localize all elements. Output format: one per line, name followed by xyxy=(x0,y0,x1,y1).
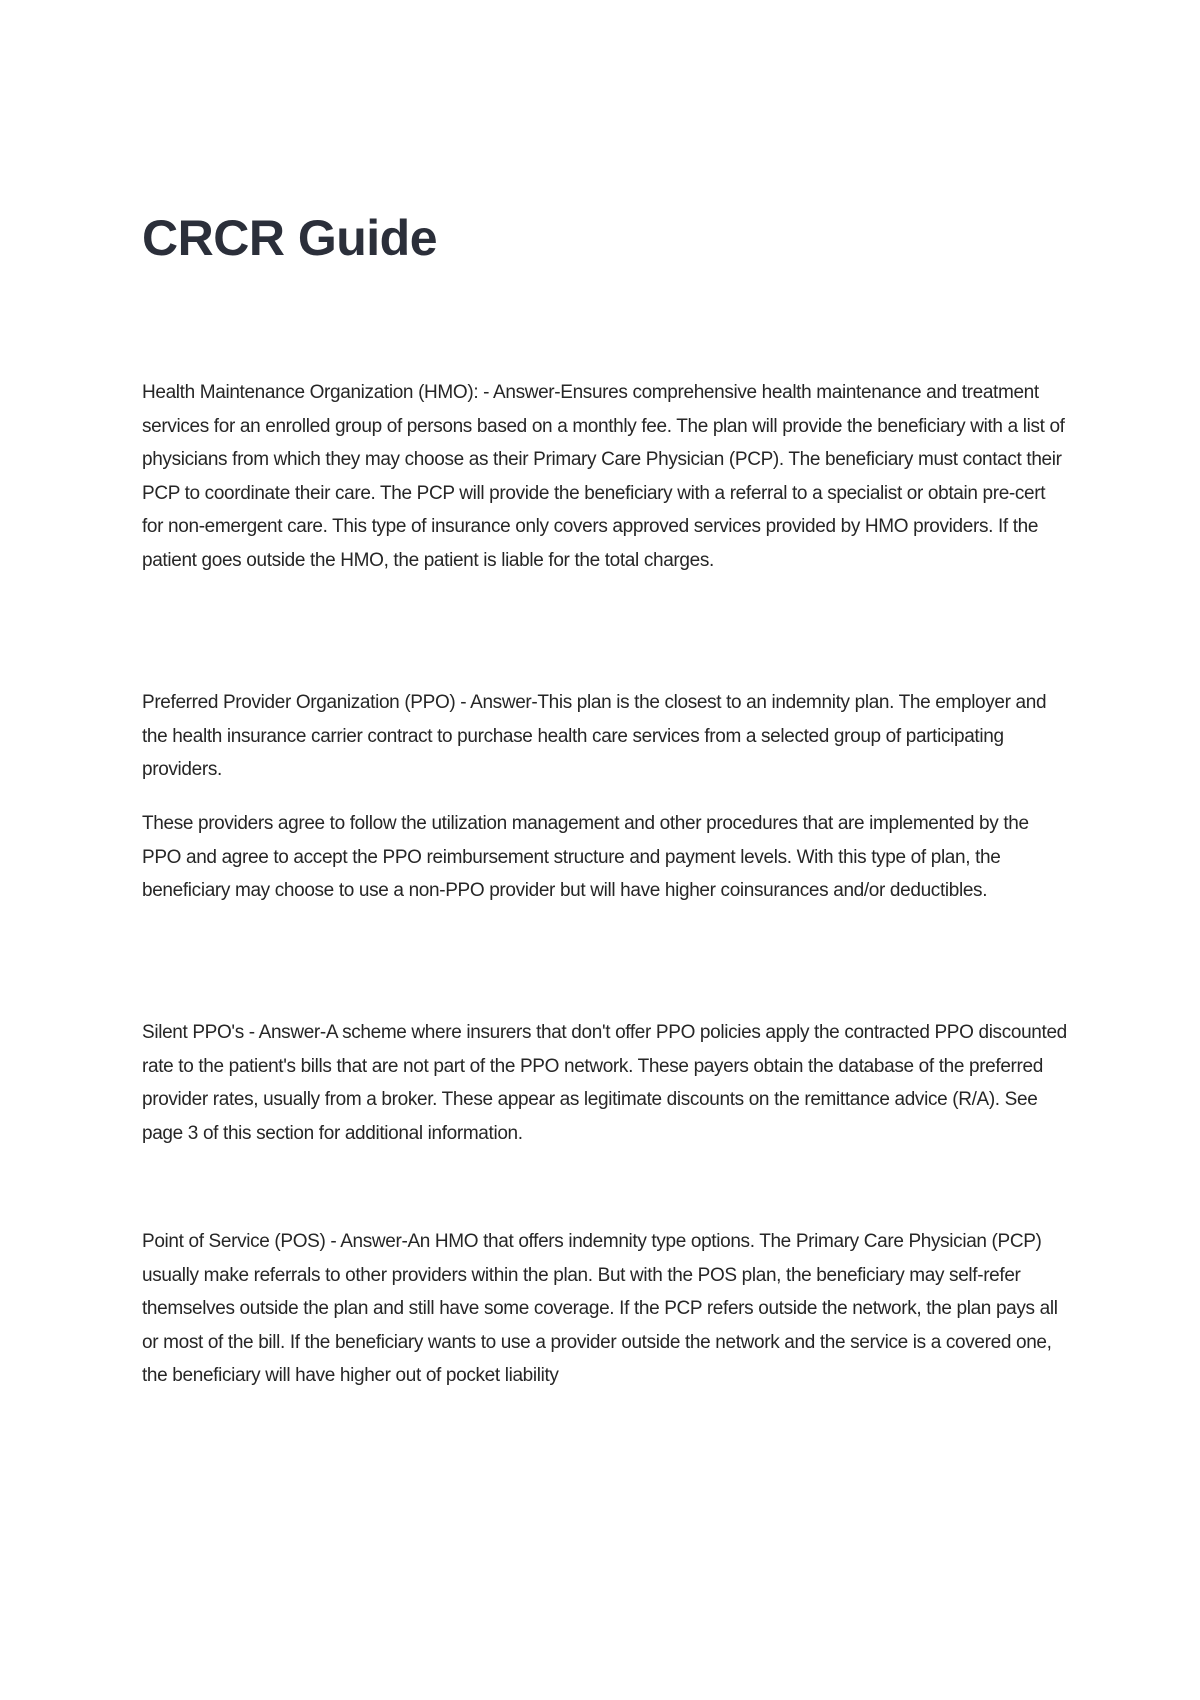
paragraph-silent-ppo: Silent PPO's - Answer-A scheme where insurers that don't offer PPO policies apply the contracted PPO discounted rate to the patient's bills that are not part of the PPO network. These payers obtain the database of the preferred provider rates, usually from a broker. These appear as legitimate discounts on the remittance advice (R/A). See page 3 of this section for additional information. xyxy=(142,1022,1067,1144)
paragraph-pos: Point of Service (POS) - Answer-An HMO that offers indemnity type options. The Primary Care Physician (PCP) usually make referrals to other providers within the plan. But with the POS plan, the beneficiary may self-refer themselves outside the plan and still have some coverage. If the PCP refers outside the network, the plan pays all or most of the bill. If the beneficiary wants to use a provider outside the network and the service is a covered one, the beneficiary will have higher out of pocket liability xyxy=(142,1231,1058,1386)
paragraph-hmo: Health Maintenance Organization (HMO): - Answer-Ensures comprehensive health maintenance and treatment services for an enrolled group of persons based on a monthly fee. The plan will provide the beneficiary with a list of physicians from which they may choose as their Primary Care Physician (PCP). The beneficiary must contact their PCP to coordinate their care. The PCP will provide the beneficiary with a referral to a specialist or obtain pre-cert for non-emergent care. This type of insurance only covers approved services provided by HMO providers. If the patient goes outside the HMO, the patient is liable for the total charges. xyxy=(142,382,1065,571)
document-title: CRCR Guide xyxy=(142,210,437,266)
paragraph-ppo-definition: Preferred Provider Organization (PPO) - Answer-This plan is the closest to an indemnity plan. The employer and the health insurance carrier contract to purchase health care services from a selected group of participating providers. xyxy=(142,692,1047,780)
paragraph-ppo-providers: These providers agree to follow the utilization management and other procedures that are implemented by the PPO and agree to accept the PPO reimbursement structure and payment levels. With this type of plan, the beneficiary may choose to use a non-PPO provider but will have higher coinsurances and/or deductibles. xyxy=(142,813,1029,901)
